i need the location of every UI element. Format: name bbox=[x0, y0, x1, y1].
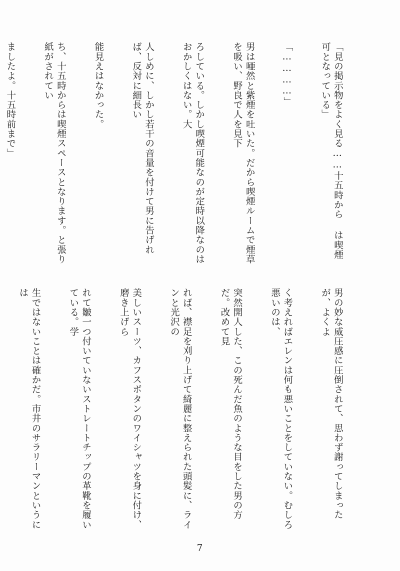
page-number: 7 bbox=[196, 544, 204, 554]
text-line: 男の妙な威圧感に圧倒されて、思わず謝ってしまったが、よくよ bbox=[319, 288, 343, 520]
text-line: 能見えはなかった。 bbox=[92, 42, 104, 129]
text-line: ろしている。しかし喫煙可能なのが定時以降なのはおかしくはない。大 bbox=[180, 42, 205, 264]
text-line: 突然開人した、この死んだ魚のような目をした男の方だ。改めて見 bbox=[218, 288, 243, 520]
text-line: ましたよ。十五時前まで」 bbox=[4, 42, 16, 158]
upper-text-block bbox=[4, 42, 368, 267]
lower-text-block bbox=[16, 288, 368, 532]
text-line: れて皺一つ付いていないストレートチップの革靴を履いている。学 bbox=[67, 288, 91, 530]
text-line: 生ではないことは確かだ。市井のサラリーマンというには bbox=[16, 288, 41, 530]
text-line: ち、十五時からは喫煙スペースとなります。と張り紙がされてい bbox=[42, 42, 66, 264]
text-line: 「見の掲示物をよく見る……十五時から は喫煙可となっている」 bbox=[319, 42, 343, 260]
text-line: 人しめに、しかし若干の音量を付けて男に告げれば、反対に細長い bbox=[130, 42, 154, 255]
text-line: く考えればエレンは何も悪いことをしていない。むしろ悪いのは、 bbox=[268, 288, 293, 530]
text-line: れば、襟足を刈り上げて綺麗に整えられた頭髪に、ラインと光沢の bbox=[168, 288, 192, 530]
text-line: 美しいスーツ、カフスボタンのワイシャツを身に付け、磨き上げら bbox=[117, 288, 142, 530]
text-line: 「…………」 bbox=[281, 42, 293, 107]
text-line: 男は唖然と紫煙を吐いた。だから喫煙ルームで煙草を吸い、野良で人を見下 bbox=[231, 42, 255, 264]
